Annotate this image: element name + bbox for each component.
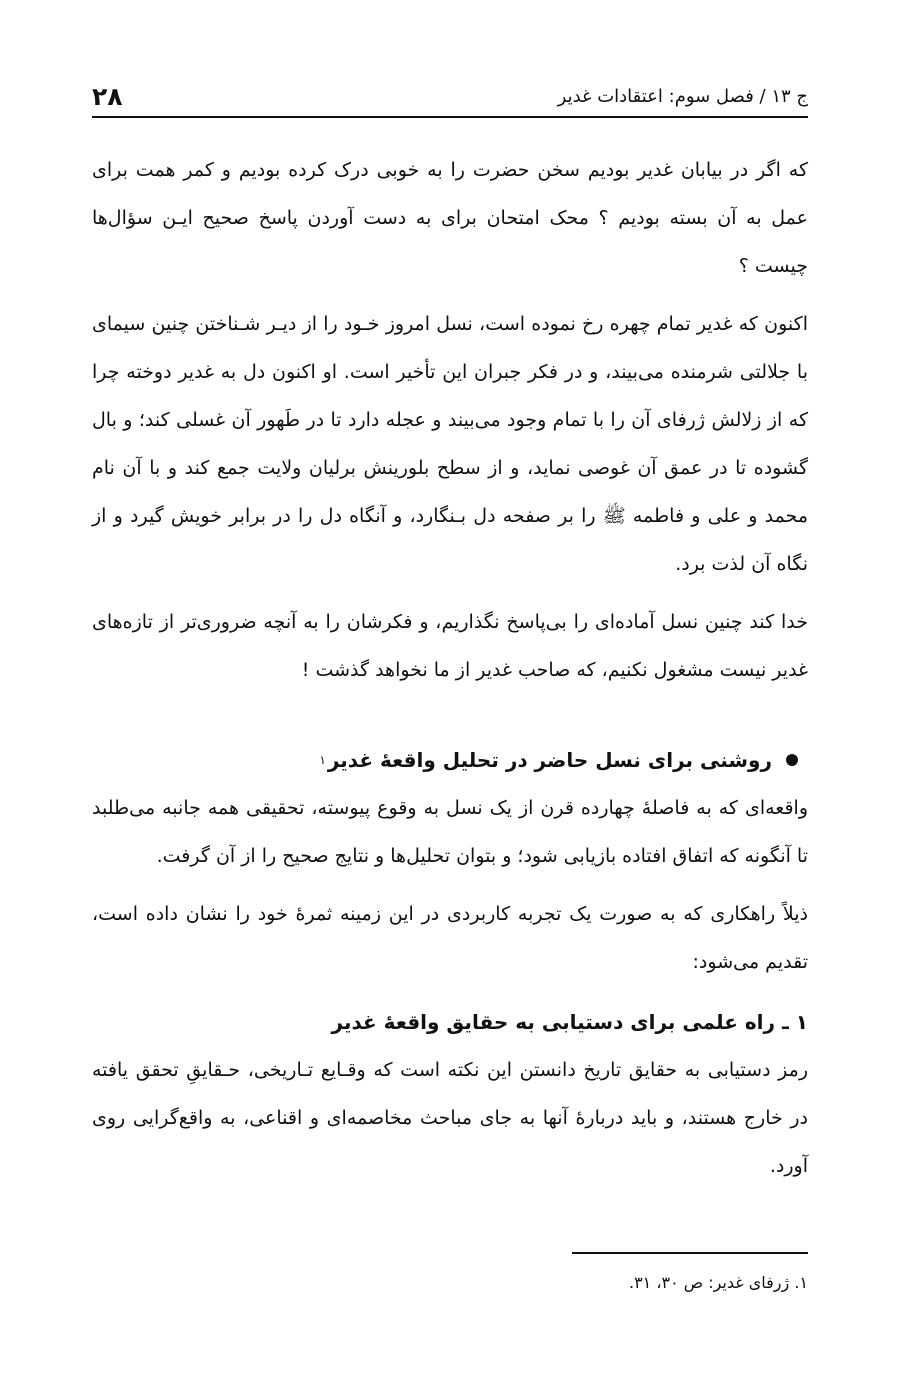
running-head: ج ۱۳ / فصل سوم: اعتقادات غدیر bbox=[557, 86, 808, 107]
section-heading-text: روشنی برای نسل حاضر در تحلیل واقعهٔ غدیر bbox=[327, 748, 772, 772]
section-paragraph-1: واقعه‌ای که به فاصلهٔ چهارده قرن از یک نسل به وقوع پیوسته، تحقیقی همه جانبه می‌طلبد تا آنگونه که اتفاق افتاده بازیابی شود؛ و بتوان تحلیل‌ها و نتایج صحیح را از آن گرفت. bbox=[92, 797, 808, 867]
footnote: ۱. ژرفای غدیر: ص ۳۰، ۳۱. bbox=[628, 1273, 808, 1292]
footnote-marker: ۱ bbox=[319, 753, 326, 767]
page-header bbox=[92, 70, 808, 112]
header-rule bbox=[92, 116, 808, 118]
footnote-rule bbox=[572, 1252, 808, 1254]
body-text bbox=[92, 146, 808, 1190]
subsection-paragraph: رمز دستیابی به حقایق تاریخ دانستن این نکته است که وقـایع تـاریخی، حـقایقِ تحقق یافته در خارج هستند، و باید دربارهٔ آنها به جای مباحث مخاصمه‌ای و اقناعی، به واقع‌گرایی روی آورد. bbox=[92, 1059, 808, 1177]
book-page bbox=[92, 70, 808, 1190]
paragraph-2: اکنون که غدیر تمام چهره رخ نموده است، نسل امروز خـود را از دیـر شـناختن چنین سیمای با جلالتی شرمنده می‌بیند، و در فکر جبران این تأخیر است. او اکنون دل به غدیر دوخته چرا که از زلالش ژرفای آن را با تمام وجود می‌بیند و عجله دارد تا در طَهور آن غسلی کند؛ و بال گشوده تا در عمق آن غوصی نماید، و از سطح بلورینش برلیان ولایت جمع کند و با آن نام محمد و علی و فاطمه ﷺ را بر صفحه دل بـنگارد، و آنگاه دل را در برابر خویش گیرد و از نگاه آن لذت برد. bbox=[92, 313, 808, 575]
section-heading bbox=[92, 736, 808, 784]
page-number: ۲۸ bbox=[92, 82, 123, 111]
paragraph-3: خدا کند چنین نسل آماده‌ای را بی‌پاسخ نگذاریم، و فکرشان را به آنچه ضروری‌تر از تازه‌های غدیر نیست مشغول نکنیم، که صاحب غدیر از ما نخواهد گذشت ! bbox=[92, 611, 808, 681]
paragraph-1: که اگر در بیابان غدیر بودیم سخن حضرت را به خوبی درک کرده بودیم و کمر همت برای عمل به آن بسته بودیم ؟ محک امتحان برای به دست آوردن پاسخ صحیح ایـن سؤال‌ها چیست ؟ bbox=[92, 159, 808, 277]
subsection-heading: ۱ ـ راه علمی برای دستیابی به حقایق واقعهٔ غدیر bbox=[331, 1010, 808, 1034]
bullet-icon bbox=[786, 754, 798, 766]
section-paragraph-2: ذیلاً راهکاری که به صورت یک تجربه کاربردی در این زمینه ثمرهٔ خود را نشان داده است، تقدیم می‌شود: bbox=[92, 903, 808, 973]
